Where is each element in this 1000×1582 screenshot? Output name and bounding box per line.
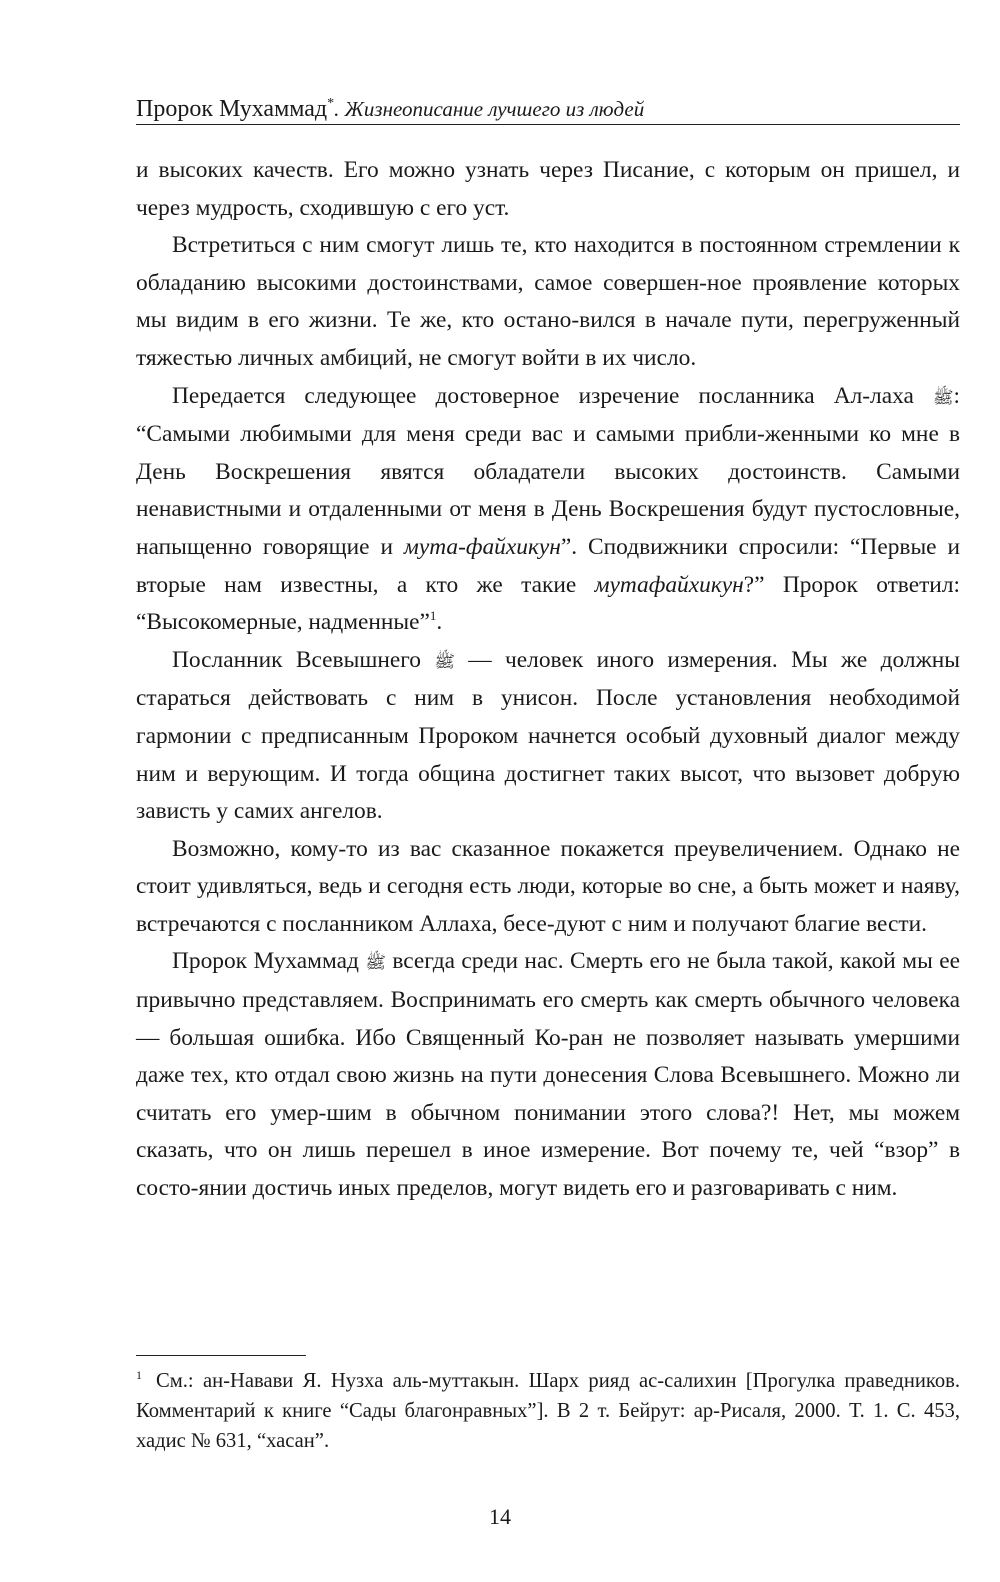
- salawat-glyph: ﷺ: [434, 651, 455, 671]
- paragraph-5: Возможно, кому-то из вас сказанное покажется преувеличением. Однако не стоит удивляться, ведь и сегодня есть люди, которые во сне, а быть может и наяву, встречаются с посланником Аллаха, бесе-дуют с ним и получают благие вести.: [136, 835, 960, 937]
- salawat-mark: *: [327, 96, 335, 111]
- term-mutafaykhikun-question: мутафайхикун: [594, 571, 744, 598]
- footnote-number: 1: [136, 1368, 142, 1383]
- term-mutafaykhikun: мута-файхикун: [403, 533, 561, 560]
- paragraph-6-part-a: Пророк Мухаммад: [172, 948, 366, 975]
- salawat-glyph: ﷺ: [932, 387, 954, 407]
- header-rule: [136, 124, 960, 125]
- paragraph-6-part-b: всегда среди нас. Смерть его не была такой, какой мы ее привычно представляем. Воспринимать его смерть как смерть обычного человека — большая ошибка. Ибо Священный Ко-ран не позволяет называть умершими даже тех, кто отдал свою жизнь на пути донесения Слова Всевышнего. Можно ли считать его умер-шим в обычном понимании этого слова?! Нет, мы можем сказать, что он лишь перешел в иное измерение. Вот почему те, чей “взор” в состо-янии достичь иных пределов, могут видеть его и разговаривать с ним.: [136, 948, 960, 1202]
- footnote-text: См.: ан-Навави Я. Нузха аль-муттакын. Шарх рияд ас-салихин [Прогулка праведников. Комментарий к книге “Сады благонравных”]. В 2 т. Бейрут: ар-Рисаля, 2000. Т. 1. С. 453, хадис № 631, “хасан”.: [136, 1370, 960, 1452]
- paragraph-2: Встретиться с ним смогут лишь те, кто находится в постоянном стремлении к обладанию высокими достоинствами, самое совершен-ное проявление которых мы видим в его жизни. Те же, кто остано-вился в начале пути, перегруженный тяжестью личных амбиций, не смогут войти в их число.: [136, 232, 960, 371]
- footnote-rule: [136, 1355, 306, 1356]
- footnote-reference[interactable]: 1: [429, 608, 437, 624]
- paragraph-3-part-e: .: [436, 609, 443, 636]
- paragraph-4: [136, 642, 960, 831]
- footnote: [136, 1366, 960, 1456]
- paragraph-3-part-a: Передается следующее достоверное изречение посланника Ал-лаха: [172, 382, 933, 409]
- paragraph-3-part-b: : “Самыми любимыми для меня среди вас и самыми прибли-женными ко мне в День Воскрешения явятся обладатели высоких достоинств. Самыми ненавистными и отдаленными от меня в День Воскрешения будут пустословные, напыщенно говорящие и: [136, 382, 960, 560]
- page-number: 14: [489, 1504, 511, 1529]
- book-subtitle: . Жизнеописание лучшего из людей: [334, 97, 645, 121]
- paragraph-4-part-a: Посланник Всевышнего: [172, 646, 435, 673]
- paragraph-3: [136, 378, 960, 642]
- running-head: [136, 88, 960, 125]
- paragraph-1: и высоких качеств. Его можно узнать через Писание, с которым он пришел, и через мудрость, сходившую с его уст.: [136, 157, 960, 221]
- salawat-glyph: ﷺ: [365, 953, 386, 973]
- paragraph-6: [136, 943, 960, 1207]
- book-title: Пророк Мухаммад: [136, 96, 328, 122]
- paragraph-3-part-c: ”. Сподвижники спросили: “Первые и вторые нам известны, а кто же такие: [136, 533, 960, 598]
- paragraph-4-part-b: — человек иного измерения. Мы же должны стараться действовать с ним в унисон. После установления необходимой гармонии с предписанным Пророком начнется особый духовный диалог между ним и верующим. И тогда община достигнет таких высот, что вызовет добрую зависть у самих ангелов.: [136, 646, 961, 825]
- main-text: [136, 152, 960, 1208]
- paragraph-3-part-d: ?” Пророк ответил: “Высокомерные, надменные”: [136, 571, 960, 636]
